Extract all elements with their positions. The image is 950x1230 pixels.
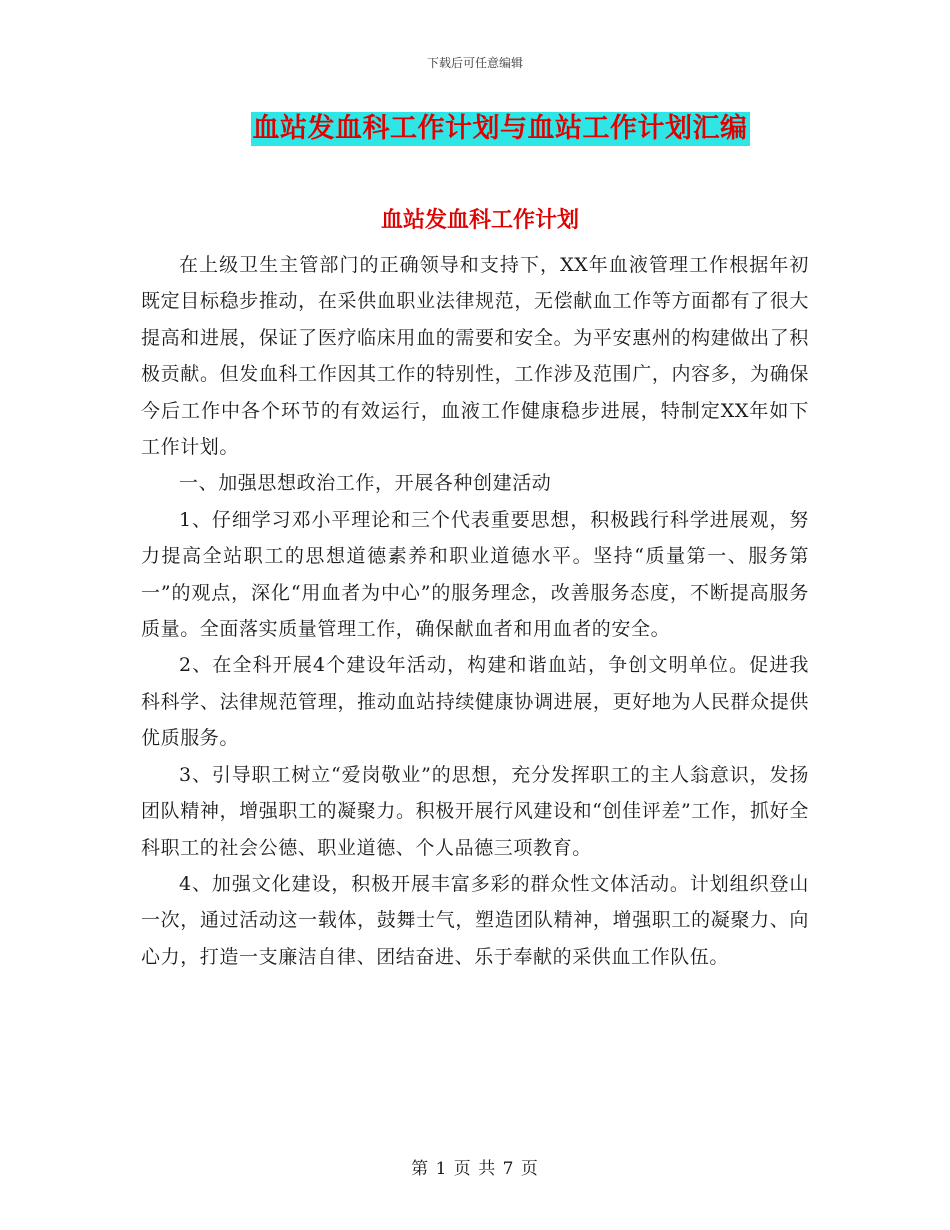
paragraph-item-4: 4、加强文化建设，积极开展丰富多彩的群众性文体活动。计划组织登山一次，通过活动这一载体，鼓舞士气，塑造团队精神，增强职工的凝聚力、向心力，打造一支廉洁自律、团结奋进、乐于奉献的采供血工作队伍。 <box>141 872 809 968</box>
paragraph-item-1: 1、仔细学习邓小平理论和三个代表重要思想，积极践行科学进展观，努力提高全站职工的思想道德素养和职业道德水平。坚持“质量第一、服务第一”的观点，深化“用血者为中心”的服务理念，改善服务态度，不断提高服务质量。全面落实质量管理工作，确保献血者和用血者的安全。 <box>141 508 809 641</box>
section-title: 血站发血科工作计划 <box>380 207 579 233</box>
paragraph-item-2: 2、在全科开展4个建设年活动，构建和谐血站，争创文明单位。促进我科科学、法律规范管理，推动血站持续健康协调进展，更好地为人民群众提供优质服务。 <box>141 654 809 750</box>
document-body <box>141 247 809 975</box>
document-main-title: 血站发血科工作计划与血站工作计划汇编 <box>252 113 748 144</box>
page-number-footer: 第 1 页 共 7 页 <box>411 1159 539 1179</box>
paragraph-item-3: 3、引导职工树立“爱岗敬业”的思想，充分发挥职工的主人翁意识，发扬团队精神，增强职工的凝聚力。积极开展行风建设和“创佳评差”工作，抓好全科职工的社会公德、职业道德、个人品德三项教育。 <box>141 763 809 859</box>
page-header-note: 下载后可任意编辑 <box>426 56 523 70</box>
main-title-container <box>0 112 950 146</box>
paragraph-heading-1: 一、加强思想政治工作，开展各种创建活动 <box>179 472 552 495</box>
paragraph-intro: 在上级卫生主管部门的正确领导和支持下，XX年血液管理工作根据年初既定目标稳步推动，在采供血职业法律规范，无偿献血工作等方面都有了很大提高和进展，保证了医疗临床用血的需要和安全。为平安惠州的构建做出了积极贡献。但发血科工作因其工作的特别性，工作涉及范围广，内容多，为确保今后工作中各个环节的有效运行，血液工作健康稳步进展，特制定XX年如下工作计划。 <box>141 254 809 459</box>
